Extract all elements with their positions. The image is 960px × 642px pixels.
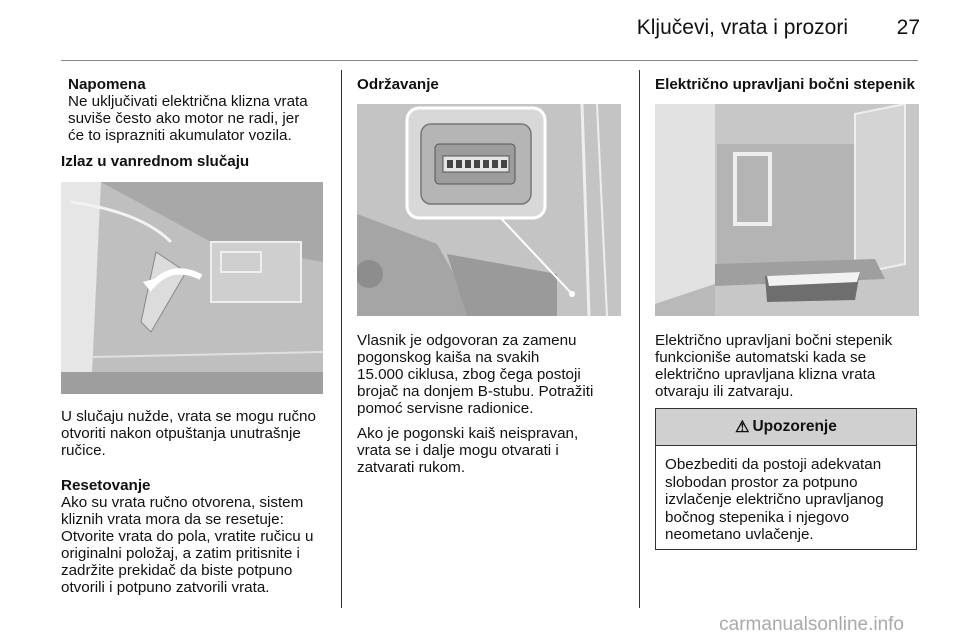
reset-block	[61, 477, 327, 596]
warning-title: Upozorenje	[752, 418, 837, 435]
warning-triangle-icon: ⚠	[735, 419, 750, 436]
page-number: 27	[896, 16, 920, 39]
text-line: funkcioniše automatski kada se	[655, 349, 867, 366]
column-divider-2	[639, 70, 640, 608]
text-line: zadržite prekidač da biste potpuno	[61, 562, 293, 579]
note-line: Ne uključivati električna klizna vrata	[68, 93, 308, 110]
text-line: otvoriti nakon otpuštanja unutrašnje	[61, 425, 301, 442]
text-line: Električno upravljani bočni stepenik	[655, 332, 893, 349]
text-line: otvaraju ili zatvaraju.	[655, 383, 794, 400]
warning-box	[655, 408, 917, 550]
text-line: slobodan prostor za potpuno	[665, 473, 858, 491]
side-step-paragraph	[655, 332, 920, 400]
text-line: električno upravljana klizna vrata	[655, 366, 876, 383]
section-title-maintenance: Održavanje	[357, 76, 439, 93]
note-line: će to isprazniti akumulator vozila.	[68, 127, 292, 144]
text-line: zatvarati rukom.	[357, 459, 466, 476]
section-title-emergency: Izlaz u vanrednom slučaju	[61, 153, 250, 170]
note-line: suviše često ako motor ne radi, jer	[68, 110, 300, 127]
reset-title: Resetovanje	[61, 477, 151, 494]
text-line: neometano uvlačenje.	[665, 526, 814, 543]
warning-body	[656, 446, 916, 544]
text-line: brojač na donjem B-stubu. Potražiti	[357, 383, 594, 400]
text-line: Otvorite vrata do pola, vratite ručicu u	[61, 528, 314, 545]
section-title-side-step: Električno upravljani bočni stepenik	[655, 76, 915, 93]
side-step-illustration	[655, 104, 919, 316]
maintenance-counter-illustration	[357, 104, 621, 316]
text-line: izvlačenje električno upravljanog	[665, 491, 884, 508]
text-line: originalni položaj, a zatim pritisnite i	[61, 545, 300, 562]
text-line: pogonskog kaiša na svakih	[357, 349, 540, 366]
text-line: ručice.	[61, 442, 106, 459]
text-line: Ako su vrata ručno otvorena, sistem	[61, 494, 304, 511]
maintenance-paragraph-1	[357, 332, 625, 417]
emergency-handle-illustration	[61, 182, 323, 394]
column-1	[68, 76, 334, 144]
text-line: vrata se i dalje mogu otvarati i	[357, 442, 559, 459]
text-line: U slučaju nužde, vrata se mogu ručno	[61, 408, 316, 425]
column-divider-1	[341, 70, 342, 608]
text-line: pomoć servisne radionice.	[357, 400, 534, 417]
page-header-title: Ključevi, vrata i prozori	[636, 16, 848, 39]
text-line: Vlasnik je odgovoran za zamenu	[357, 332, 577, 349]
text-line: bočnog stepenika i njegovo	[665, 508, 850, 526]
text-line: Obezbediti da postoji adekvatan	[665, 456, 882, 473]
emergency-paragraph	[61, 408, 327, 459]
maintenance-paragraph-2	[357, 425, 625, 476]
watermark: carmanualsonline.info	[719, 614, 904, 635]
note-title: Napomena	[68, 76, 146, 93]
text-line: Ako je pogonski kaiš neispravan,	[357, 425, 579, 442]
text-line: otvorili i potpuno zatvorili vrata.	[61, 579, 270, 596]
text-line: 15.000 ciklusa, zbog čega postoji	[357, 366, 581, 383]
warning-header	[656, 409, 916, 446]
header-rule	[61, 60, 918, 61]
text-line: kliznih vrata mora da se resetuje:	[61, 511, 284, 528]
